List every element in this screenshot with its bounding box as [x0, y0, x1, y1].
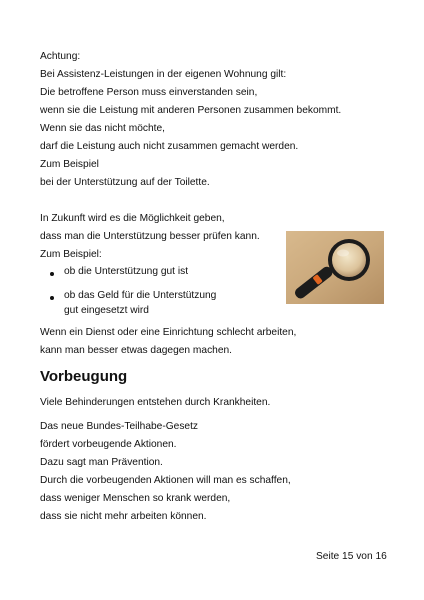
bullet-item-continuation: gut eingesetzt wird [64, 305, 149, 316]
text-line: Durch die vorbeugenden Aktionen will man es schaffen, [40, 475, 291, 486]
text-line: dass weniger Menschen so krank werden, [40, 493, 231, 504]
text-line: bei der Unterstützung auf der Toilette. [40, 177, 210, 188]
text-line: Wenn ein Dienst oder eine Einrichtung schlecht arbeiten, [40, 327, 297, 338]
magnifying-glass-photo-icon [286, 231, 384, 304]
text-line: Dazu sagt man Prävention. [40, 457, 163, 468]
bullet-item: ob das Geld für die Unterstützung [64, 290, 217, 301]
text-line: Zum Beispiel [40, 159, 99, 170]
text-line: dass man die Unterstützung besser prüfen kann. [40, 231, 260, 242]
page-number: Seite 15 von 16 [316, 551, 387, 562]
bullet-item: ob die Unterstützung gut ist [64, 266, 189, 277]
text-line: darf die Leistung auch nicht zusammen gemacht werden. [40, 141, 299, 152]
section-heading: Vorbeugung [40, 368, 128, 385]
text-line: Viele Behinderungen entstehen durch Krankheiten. [40, 397, 271, 408]
text-line: Die betroffene Person muss einverstanden sein, [40, 87, 258, 98]
text-line: Wenn sie das nicht möchte, [40, 123, 165, 134]
text-line: Bei Assistenz-Leistungen in der eigenen Wohnung gilt: [40, 69, 287, 80]
bullet-icon [50, 272, 54, 276]
text-line: Achtung: [40, 51, 81, 62]
bullet-icon [50, 296, 54, 300]
text-line: Zum Beispiel: [40, 249, 102, 260]
text-line: dass sie nicht mehr arbeiten können. [40, 511, 207, 522]
text-line: fördert vorbeugende Aktionen. [40, 439, 177, 450]
text-line: wenn sie die Leistung mit anderen Personen zusammen bekommt. [40, 105, 342, 116]
text-line: Das neue Bundes-Teilhabe-Gesetz [40, 421, 198, 432]
text-line: In Zukunft wird es die Möglichkeit geben, [40, 213, 225, 224]
text-line: kann man besser etwas dagegen machen. [40, 345, 232, 356]
